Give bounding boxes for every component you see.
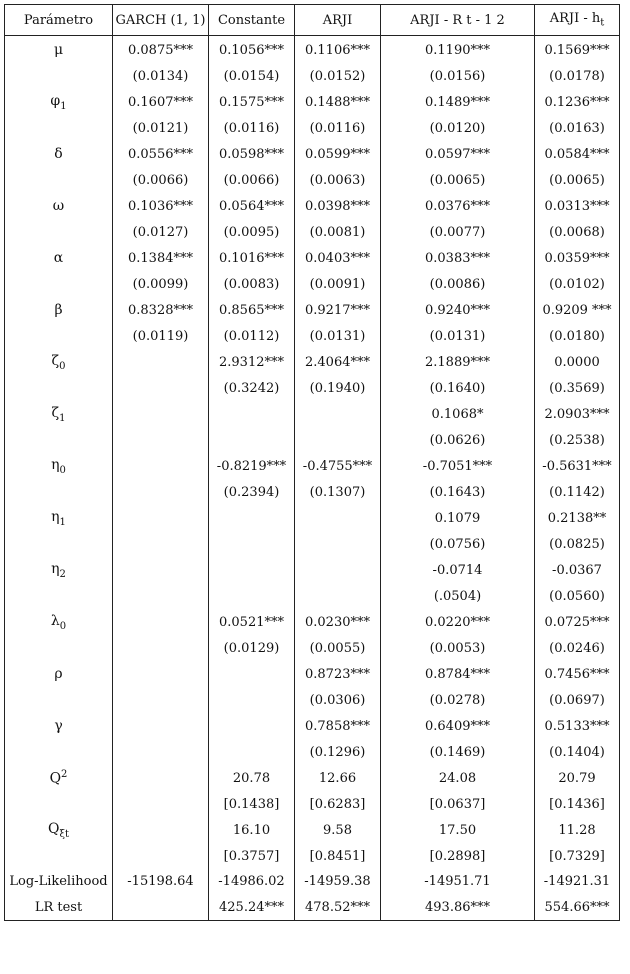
estimate-cell <box>294 504 380 532</box>
header-parametro: Parámetro <box>4 4 112 36</box>
stderr-cell: (0.0178) <box>534 64 620 88</box>
stderr-cell <box>112 532 208 556</box>
parameter-blank <box>4 584 112 608</box>
stderr-cell: (0.0697) <box>534 688 620 712</box>
estimate-cell: 0.8328*** <box>112 296 208 324</box>
header-arji-h <box>534 4 620 36</box>
table-row <box>4 816 620 844</box>
estimate-cell <box>112 712 208 740</box>
estimate-cell: 0.8784*** <box>380 660 534 688</box>
symbol: Q <box>49 770 62 787</box>
estimate-cell: 0.9240*** <box>380 296 534 324</box>
estimate-cell <box>112 608 208 636</box>
parameter-symbol <box>4 296 112 324</box>
footer-value: -15198.64 <box>112 868 208 894</box>
stderr-cell: (0.0306) <box>294 688 380 712</box>
symbol: ζ <box>51 404 60 421</box>
parameter-blank <box>4 636 112 660</box>
stderr-cell: (0.1640) <box>380 376 534 400</box>
stderr-cell: [0.1436] <box>534 792 620 816</box>
symbol: α <box>53 250 64 266</box>
stderr-cell: (0.0131) <box>380 324 534 348</box>
stderr-cell: [0.1438] <box>208 792 294 816</box>
table-row <box>4 192 620 220</box>
table-row <box>4 452 620 480</box>
header-constante: Constante <box>208 4 294 36</box>
estimate-cell: 12.66 <box>294 764 380 792</box>
estimate-cell <box>112 348 208 376</box>
table-row <box>4 400 620 428</box>
parameter-symbol <box>4 400 112 428</box>
parameter-blank <box>4 376 112 400</box>
stderr-cell: (0.0116) <box>294 116 380 140</box>
stderr-cell: (0.0119) <box>112 324 208 348</box>
header-row <box>4 4 620 36</box>
table-row <box>4 712 620 740</box>
symbol: λ <box>50 612 60 629</box>
estimate-cell: -0.0367 <box>534 556 620 584</box>
estimate-cell: 0.9209 *** <box>534 296 620 324</box>
table-row <box>4 660 620 688</box>
table-row <box>4 88 620 116</box>
parameter-blank <box>4 116 112 140</box>
estimate-cell: 0.0383*** <box>380 244 534 272</box>
parameter-symbol <box>4 816 112 844</box>
estimate-cell: 0.8565*** <box>208 296 294 324</box>
symbol-subscript: 0 <box>59 620 67 632</box>
stderr-cell: (0.3569) <box>534 376 620 400</box>
parameter-symbol <box>4 712 112 740</box>
stderr-cell <box>112 376 208 400</box>
footer-value: -14959.38 <box>294 868 380 894</box>
symbol: Q <box>47 820 60 837</box>
symbol-subscript: 1 <box>59 516 66 528</box>
table-row <box>4 348 620 376</box>
stderr-cell: (0.1940) <box>294 376 380 400</box>
stderr-cell: [0.7329] <box>534 844 620 868</box>
stderr-cell: (0.0626) <box>380 428 534 452</box>
parameter-symbol <box>4 452 112 480</box>
estimate-cell: 0.0599*** <box>294 140 380 168</box>
header-garch: GARCH (1, 1) <box>112 4 208 36</box>
estimate-cell: 16.10 <box>208 816 294 844</box>
stderr-cell: (0.0152) <box>294 64 380 88</box>
footer-value <box>112 894 208 921</box>
symbol: η <box>51 560 60 577</box>
stderr-cell: (0.0091) <box>294 272 380 296</box>
table-row-stderr <box>4 64 620 88</box>
stderr-cell: (0.0077) <box>380 220 534 244</box>
estimate-cell: 0.1575*** <box>208 88 294 116</box>
header-arji-h-label: ARJI - h <box>549 11 601 27</box>
estimate-cell: 0.9217*** <box>294 296 380 324</box>
estimate-cell: 2.0903*** <box>534 400 620 428</box>
footer-value: -14986.02 <box>208 868 294 894</box>
stderr-cell: (0.0129) <box>208 636 294 660</box>
estimate-cell: 20.79 <box>534 764 620 792</box>
estimate-cell: 0.1056*** <box>208 36 294 64</box>
footer-value: 554.66*** <box>534 894 620 921</box>
estimate-cell: -0.7051*** <box>380 452 534 480</box>
header-arji: ARJI <box>294 4 380 36</box>
table-row-stderr <box>4 844 620 868</box>
stderr-cell: (0.0102) <box>534 272 620 296</box>
estimate-cell: 0.0398*** <box>294 192 380 220</box>
symbol: η <box>51 508 60 525</box>
stderr-cell: (0.2538) <box>534 428 620 452</box>
parameter-symbol <box>4 140 112 168</box>
estimate-cell: 0.0875*** <box>112 36 208 64</box>
estimate-cell: 2.9312*** <box>208 348 294 376</box>
stderr-cell: (0.0278) <box>380 688 534 712</box>
stderr-cell: (0.0120) <box>380 116 534 140</box>
estimate-cell: 0.0376*** <box>380 192 534 220</box>
stderr-cell: (0.1142) <box>534 480 620 504</box>
parameter-blank <box>4 220 112 244</box>
symbol: η <box>51 456 60 473</box>
estimate-cell: 0.1190*** <box>380 36 534 64</box>
symbol: ω <box>52 198 65 214</box>
stderr-cell <box>208 688 294 712</box>
stderr-cell: (0.0095) <box>208 220 294 244</box>
symbol: γ <box>54 718 63 734</box>
estimate-cell: -0.8219*** <box>208 452 294 480</box>
symbol-subscript: 2 <box>59 568 66 580</box>
symbol: ζ <box>51 352 60 369</box>
table-row-stderr <box>4 376 620 400</box>
stderr-cell <box>112 428 208 452</box>
parameter-symbol <box>4 244 112 272</box>
stderr-cell: (0.0756) <box>380 532 534 556</box>
stderr-cell: (0.0065) <box>534 168 620 192</box>
parameter-symbol <box>4 660 112 688</box>
stderr-cell: (0.0099) <box>112 272 208 296</box>
stderr-cell: [0.2898] <box>380 844 534 868</box>
footer-value: 493.86*** <box>380 894 534 921</box>
stderr-cell: (0.0063) <box>294 168 380 192</box>
stderr-cell <box>208 428 294 452</box>
estimate-cell: 0.7456*** <box>534 660 620 688</box>
table-row-stderr <box>4 168 620 192</box>
stderr-cell: (0.0560) <box>534 584 620 608</box>
stderr-cell: (0.3242) <box>208 376 294 400</box>
header-arji-h-sub: t <box>600 17 605 29</box>
stderr-cell: [0.0637] <box>380 792 534 816</box>
estimate-cell: 0.0000 <box>534 348 620 376</box>
table-row-stderr <box>4 792 620 816</box>
stderr-cell: (0.0156) <box>380 64 534 88</box>
stderr-cell: (0.1469) <box>380 740 534 764</box>
stderr-cell: (0.0068) <box>534 220 620 244</box>
parameter-symbol <box>4 504 112 532</box>
estimate-cell: 0.6409*** <box>380 712 534 740</box>
estimate-cell <box>112 452 208 480</box>
parameter-symbol <box>4 608 112 636</box>
stderr-cell: (.0504) <box>380 584 534 608</box>
stderr-cell: (0.0246) <box>534 636 620 660</box>
stderr-cell: (0.1307) <box>294 480 380 504</box>
stderr-cell <box>208 740 294 764</box>
estimate-cell <box>112 764 208 792</box>
parameter-blank <box>4 428 112 452</box>
symbol: δ <box>54 146 63 162</box>
stderr-cell: (0.0121) <box>112 116 208 140</box>
estimate-cell: 0.0359*** <box>534 244 620 272</box>
estimate-cell: 0.8723*** <box>294 660 380 688</box>
estimate-cell: 0.0403*** <box>294 244 380 272</box>
symbol: φ <box>50 92 61 109</box>
footer-value: 478.52*** <box>294 894 380 921</box>
stderr-cell: (0.0180) <box>534 324 620 348</box>
estimate-cell <box>208 660 294 688</box>
symbol-subscript: 0 <box>59 464 66 476</box>
table-row-stderr <box>4 480 620 504</box>
estimate-cell: 0.1384*** <box>112 244 208 272</box>
parameter-blank <box>4 168 112 192</box>
parameter-symbol <box>4 348 112 376</box>
estimate-cell: -0.0714 <box>380 556 534 584</box>
footer-value: -14921.31 <box>534 868 620 894</box>
stderr-cell: (0.0055) <box>294 636 380 660</box>
estimate-cell: -0.4755*** <box>294 452 380 480</box>
estimate-cell: 0.1236*** <box>534 88 620 116</box>
stderr-cell <box>112 480 208 504</box>
stderr-cell <box>112 740 208 764</box>
stderr-cell: (0.0825) <box>534 532 620 556</box>
stderr-cell: (0.0112) <box>208 324 294 348</box>
stderr-cell: [0.3757] <box>208 844 294 868</box>
parameter-blank <box>4 272 112 296</box>
estimate-cell <box>208 712 294 740</box>
stderr-cell <box>294 584 380 608</box>
table-row-stderr <box>4 532 620 556</box>
table-row-stderr <box>4 428 620 452</box>
estimate-cell <box>208 400 294 428</box>
estimate-cell: 0.1569*** <box>534 36 620 64</box>
stderr-cell: (0.0131) <box>294 324 380 348</box>
stderr-cell <box>112 844 208 868</box>
stderr-cell <box>294 532 380 556</box>
estimate-cell: 20.78 <box>208 764 294 792</box>
estimate-cell <box>112 556 208 584</box>
stderr-cell: (0.0116) <box>208 116 294 140</box>
estimate-cell: 2.4064*** <box>294 348 380 376</box>
stderr-cell <box>112 636 208 660</box>
estimate-cell <box>294 556 380 584</box>
stderr-cell: (0.0053) <box>380 636 534 660</box>
estimate-cell: 0.0597*** <box>380 140 534 168</box>
table-row <box>4 36 620 64</box>
stderr-cell: (0.0083) <box>208 272 294 296</box>
parameter-blank <box>4 480 112 504</box>
estimate-cell: 24.08 <box>380 764 534 792</box>
estimate-cell: 17.50 <box>380 816 534 844</box>
symbol-subscript: 0 <box>59 360 66 372</box>
estimate-cell <box>112 504 208 532</box>
symbol: μ <box>53 42 64 58</box>
table-row <box>4 556 620 584</box>
stderr-cell <box>112 792 208 816</box>
estimate-cell: 0.1079 <box>380 504 534 532</box>
parameter-symbol <box>4 88 112 116</box>
table-row <box>4 244 620 272</box>
table-row-stderr <box>4 220 620 244</box>
footer-label: LR test <box>4 894 112 921</box>
stderr-cell: [0.6283] <box>294 792 380 816</box>
stderr-cell <box>112 688 208 712</box>
estimate-cell: 0.0598*** <box>208 140 294 168</box>
table-row <box>4 296 620 324</box>
estimate-cell: 0.5133*** <box>534 712 620 740</box>
table-row <box>4 140 620 168</box>
footer-value: -14951.71 <box>380 868 534 894</box>
estimate-cell: 11.28 <box>534 816 620 844</box>
parameter-blank <box>4 324 112 348</box>
stderr-cell: (0.0066) <box>112 168 208 192</box>
parameter-blank <box>4 844 112 868</box>
estimate-cell: 0.0725*** <box>534 608 620 636</box>
estimate-cell: -0.5631*** <box>534 452 620 480</box>
stderr-cell: [0.8451] <box>294 844 380 868</box>
estimate-cell: 0.1016*** <box>208 244 294 272</box>
stderr-cell <box>112 584 208 608</box>
estimate-cell: 0.0584*** <box>534 140 620 168</box>
estimate-cell: 0.0220*** <box>380 608 534 636</box>
estimate-cell: 0.1489*** <box>380 88 534 116</box>
symbol: ρ <box>54 666 63 682</box>
stderr-cell: (0.0066) <box>208 168 294 192</box>
parameter-blank <box>4 688 112 712</box>
stderr-cell <box>208 532 294 556</box>
estimate-cell: 0.7858*** <box>294 712 380 740</box>
estimate-cell: 0.0556*** <box>112 140 208 168</box>
parameter-symbol <box>4 36 112 64</box>
table-row-stderr <box>4 740 620 764</box>
stderr-cell: (0.0127) <box>112 220 208 244</box>
header-arji-r: ARJI - R t - 1 2 <box>380 4 534 36</box>
parameter-blank <box>4 740 112 764</box>
stderr-cell: (0.0065) <box>380 168 534 192</box>
estimate-cell: 0.2138** <box>534 504 620 532</box>
garch-arji-estimates-table <box>4 4 620 921</box>
parameter-blank <box>4 532 112 556</box>
stderr-cell <box>208 584 294 608</box>
parameter-blank <box>4 64 112 88</box>
symbol: β <box>54 302 63 318</box>
estimate-cell: 0.0521*** <box>208 608 294 636</box>
table-row-stderr <box>4 116 620 140</box>
estimate-cell <box>208 556 294 584</box>
estimate-cell: 0.1036*** <box>112 192 208 220</box>
table-row <box>4 504 620 532</box>
estimate-cell <box>112 660 208 688</box>
table-row-stderr <box>4 584 620 608</box>
stderr-cell: (0.0086) <box>380 272 534 296</box>
table-row-stderr <box>4 688 620 712</box>
estimate-cell: 0.0313*** <box>534 192 620 220</box>
estimate-cell <box>208 504 294 532</box>
table-row-stderr <box>4 272 620 296</box>
estimate-cell: 0.1068* <box>380 400 534 428</box>
table-body <box>4 36 620 921</box>
stderr-cell: (0.1404) <box>534 740 620 764</box>
table-row <box>4 764 620 792</box>
stderr-cell: (0.0163) <box>534 116 620 140</box>
stderr-cell: (0.1643) <box>380 480 534 504</box>
estimate-cell: 0.1488*** <box>294 88 380 116</box>
footer-row <box>4 894 620 921</box>
parameter-symbol <box>4 556 112 584</box>
parameter-blank <box>4 792 112 816</box>
estimate-cell <box>294 400 380 428</box>
estimate-cell: 2.1889*** <box>380 348 534 376</box>
stderr-cell: (0.2394) <box>208 480 294 504</box>
table-row-stderr <box>4 636 620 660</box>
estimate-cell: 9.58 <box>294 816 380 844</box>
table-row-stderr <box>4 324 620 348</box>
stderr-cell <box>294 428 380 452</box>
stderr-cell: (0.1296) <box>294 740 380 764</box>
symbol-superscript: 2 <box>61 769 68 781</box>
estimate-cell <box>112 400 208 428</box>
footer-row <box>4 868 620 894</box>
stderr-cell: (0.0081) <box>294 220 380 244</box>
footer-label: Log-Likelihood <box>4 868 112 894</box>
estimate-cell <box>112 816 208 844</box>
symbol-subscript: ξt <box>59 828 69 840</box>
stderr-cell: (0.0134) <box>112 64 208 88</box>
parameter-symbol <box>4 764 112 792</box>
footer-value: 425.24*** <box>208 894 294 921</box>
symbol-subscript: 1 <box>59 412 66 424</box>
symbol-subscript: 1 <box>60 100 67 112</box>
estimate-cell: 0.0230*** <box>294 608 380 636</box>
parameter-symbol <box>4 192 112 220</box>
estimate-cell: 0.1106*** <box>294 36 380 64</box>
table-row <box>4 608 620 636</box>
stderr-cell: (0.0154) <box>208 64 294 88</box>
estimate-cell: 0.1607*** <box>112 88 208 116</box>
estimate-cell: 0.0564*** <box>208 192 294 220</box>
